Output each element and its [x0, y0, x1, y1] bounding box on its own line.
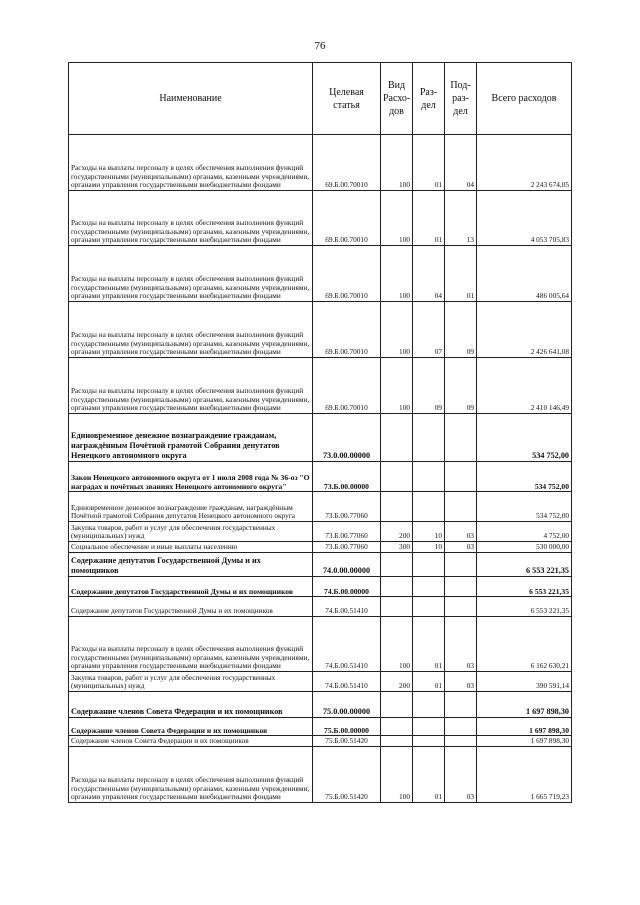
row-expense-type: 100: [381, 246, 413, 302]
row-subsection: 13: [445, 191, 477, 246]
row-target-code: 73.Б.00.77060: [313, 522, 381, 542]
row-subsection: [445, 736, 477, 747]
row-section: 01: [413, 135, 445, 191]
table-header-row: [69, 63, 572, 135]
row-expense-type: [381, 692, 413, 718]
row-target-code: 69.Б.00.70010: [313, 246, 381, 302]
row-target-code: 69.Б.00.70010: [313, 302, 381, 358]
table-row: [69, 462, 572, 492]
table-row: [69, 692, 572, 718]
row-total: 390 591,14: [477, 672, 572, 692]
row-expense-type: 100: [381, 302, 413, 358]
row-name: Расходы на выплаты персоналу в целях обеспечения выполнения функций государственными (муниципальными) органами, казенными учреждениями, органами управления государственными внебюджетными фондами: [69, 135, 313, 191]
row-total: 1 697 898,30: [477, 736, 572, 747]
row-target-code: 74.Б.00.51410: [313, 617, 381, 672]
row-subsection: 01: [445, 246, 477, 302]
header-section: Раз-дел: [413, 63, 445, 135]
row-target-code: 75.Б.00.51420: [313, 736, 381, 747]
row-name: Содержание членов Совета Федерации и их помощников: [69, 718, 313, 736]
row-name: Содержание депутатов Государственной Думы и их помощников: [69, 577, 313, 597]
table-row: [69, 542, 572, 553]
row-name: Расходы на выплаты персоналу в целях обеспечения выполнения функций государственными (муниципальными) органами, казенными учреждениями, органами управления государственными внебюджетными фондами: [69, 358, 313, 414]
row-target-code: 74.Б.00.51410: [313, 672, 381, 692]
table-row: [69, 597, 572, 617]
table-row: [69, 736, 572, 747]
table-row: [69, 553, 572, 577]
header-name: Наименование: [69, 63, 313, 135]
row-expense-type: 100: [381, 617, 413, 672]
row-total: 530 000,00: [477, 542, 572, 553]
row-expense-type: [381, 736, 413, 747]
row-section: [413, 577, 445, 597]
row-total: 534 752,00: [477, 414, 572, 462]
row-expense-type: 200: [381, 522, 413, 542]
table-row: [69, 672, 572, 692]
row-subsection: [445, 692, 477, 718]
row-expense-type: [381, 597, 413, 617]
row-name: Содержание членов Совета Федерации и их помощников: [69, 692, 313, 718]
table-row: [69, 617, 572, 672]
row-expense-type: [381, 462, 413, 492]
table-row: [69, 191, 572, 246]
page-number: 76: [314, 40, 326, 52]
row-name: Содержание членов Совета Федерации и их помощников: [69, 736, 313, 747]
table-row: [69, 358, 572, 414]
row-target-code: 74.Б.00.00000: [313, 577, 381, 597]
header-total: Всего расходов: [477, 63, 572, 135]
row-name: Расходы на выплаты персоналу в целях обеспечения выполнения функций государственными (муниципальными) органами, казенными учреждениями, органами управления государственными внебюджетными фондами: [69, 246, 313, 302]
row-total: 486 005,64: [477, 246, 572, 302]
row-target-code: 75.Б.00.00000: [313, 718, 381, 736]
row-name: Расходы на выплаты персоналу в целях обеспечения выполнения функций государственными (муниципальными) органами, казенными учреждениями, органами управления государственными внебюджетными фондами: [69, 747, 313, 803]
row-target-code: 75.Б.00.51420: [313, 747, 381, 803]
row-section: [413, 718, 445, 736]
row-section: [413, 597, 445, 617]
row-subsection: [445, 553, 477, 577]
row-expense-type: 100: [381, 191, 413, 246]
row-section: [413, 462, 445, 492]
table-row: [69, 414, 572, 462]
row-expense-type: [381, 577, 413, 597]
row-subsection: [445, 462, 477, 492]
table-row: [69, 522, 572, 542]
row-name: Единовременное денежное вознаграждение гражданам, награждённым Почётной грамотой Собрания депутатов Ненецкого автономного округа: [69, 414, 313, 462]
row-name: Содержание депутатов Государственной Думы и их помощников: [69, 553, 313, 577]
table-row: [69, 577, 572, 597]
row-total: 2 243 674,05: [477, 135, 572, 191]
row-expense-type: [381, 414, 413, 462]
table-row: [69, 135, 572, 191]
row-section: [413, 692, 445, 718]
table-row: [69, 302, 572, 358]
row-total: 2 426 641,08: [477, 302, 572, 358]
row-subsection: [445, 577, 477, 597]
row-target-code: 69.Б.00.70010: [313, 191, 381, 246]
row-name: Единовременное денежное вознаграждение гражданам, награждённым Почётной грамотой Собрания депутатов Ненецкого автономного округа: [69, 492, 313, 522]
row-expense-type: [381, 492, 413, 522]
table-row: [69, 718, 572, 736]
header-target-article: Целевая статья: [313, 63, 381, 135]
row-expense-type: 100: [381, 135, 413, 191]
row-section: 01: [413, 747, 445, 803]
row-total: 6 162 630,21: [477, 617, 572, 672]
row-target-code: 73.Б.00.77060: [313, 542, 381, 553]
row-total: 6 553 221,35: [477, 577, 572, 597]
row-section: [413, 414, 445, 462]
row-total: 534 752,00: [477, 462, 572, 492]
row-name: Расходы на выплаты персоналу в целях обеспечения выполнения функций государственными (муниципальными) органами, казенными учреждениями, органами управления государственными внебюджетными фондами: [69, 191, 313, 246]
row-section: 04: [413, 246, 445, 302]
row-target-code: 73.Б.00.77060: [313, 492, 381, 522]
row-target-code: 73.Б.00.00000: [313, 462, 381, 492]
row-subsection: 04: [445, 135, 477, 191]
row-subsection: [445, 718, 477, 736]
row-total: 4 053 705,83: [477, 191, 572, 246]
row-subsection: 03: [445, 672, 477, 692]
row-expense-type: 200: [381, 672, 413, 692]
row-total: 6 553 221,35: [477, 597, 572, 617]
row-subsection: 03: [445, 617, 477, 672]
row-name: Закон Ненецкого автономного округа от 1 июля 2008 года № 36-оз "О наградах и почётных званиях Ненецкого автономного округа": [69, 462, 313, 492]
row-subsection: 09: [445, 358, 477, 414]
row-total: 2 410 146,49: [477, 358, 572, 414]
row-section: [413, 492, 445, 522]
row-total: 1 697 898,30: [477, 692, 572, 718]
header-subsection: Под-раз-дел: [445, 63, 477, 135]
row-name: Закупка товаров, работ и услуг для обеспечения государственных (муниципальных) нужд: [69, 522, 313, 542]
row-section: 01: [413, 191, 445, 246]
row-expense-type: 100: [381, 358, 413, 414]
row-expense-type: 300: [381, 542, 413, 553]
row-name: Закупка товаров, работ и услуг для обеспечения государственных (муниципальных) нужд: [69, 672, 313, 692]
row-name: Расходы на выплаты персоналу в целях обеспечения выполнения функций государственными (муниципальными) органами, казенными учреждениями, органами управления государственными внебюджетными фондами: [69, 617, 313, 672]
row-subsection: [445, 414, 477, 462]
row-total: 4 752,00: [477, 522, 572, 542]
row-target-code: 74.0.00.00000: [313, 553, 381, 577]
row-subsection: 03: [445, 522, 477, 542]
row-name: Социальное обеспечение и иные выплаты населению: [69, 542, 313, 553]
row-total: 1 697 898,30: [477, 718, 572, 736]
row-total: 534 752,00: [477, 492, 572, 522]
row-expense-type: 100: [381, 747, 413, 803]
row-target-code: 69.Б.00.70010: [313, 135, 381, 191]
row-name: Содержание депутатов Государственной Думы и их помощников: [69, 597, 313, 617]
row-subsection: [445, 597, 477, 617]
row-subsection: 03: [445, 542, 477, 553]
row-section: 01: [413, 617, 445, 672]
row-subsection: 09: [445, 302, 477, 358]
table-row: [69, 747, 572, 803]
table-row: [69, 246, 572, 302]
row-section: 09: [413, 358, 445, 414]
row-section: 10: [413, 522, 445, 542]
row-expense-type: [381, 718, 413, 736]
row-target-code: 73.0.00.00000: [313, 414, 381, 462]
row-expense-type: [381, 553, 413, 577]
row-subsection: [445, 492, 477, 522]
row-total: 6 553 221,35: [477, 553, 572, 577]
row-name: Расходы на выплаты персоналу в целях обеспечения выполнения функций государственными (муниципальными) органами, казенными учреждениями, органами управления государственными внебюджетными фондами: [69, 302, 313, 358]
header-expense-type: Вид Расхо-дов: [381, 63, 413, 135]
row-section: 10: [413, 542, 445, 553]
row-subsection: 03: [445, 747, 477, 803]
row-total: 1 665 719,23: [477, 747, 572, 803]
expenditure-table: [68, 62, 572, 803]
table-row: [69, 492, 572, 522]
row-section: [413, 736, 445, 747]
row-section: 07: [413, 302, 445, 358]
row-target-code: 74.Б.00.51410: [313, 597, 381, 617]
row-target-code: 75.0.00.00000: [313, 692, 381, 718]
row-section: [413, 553, 445, 577]
row-target-code: 69.Б.00.70010: [313, 358, 381, 414]
row-section: 01: [413, 672, 445, 692]
